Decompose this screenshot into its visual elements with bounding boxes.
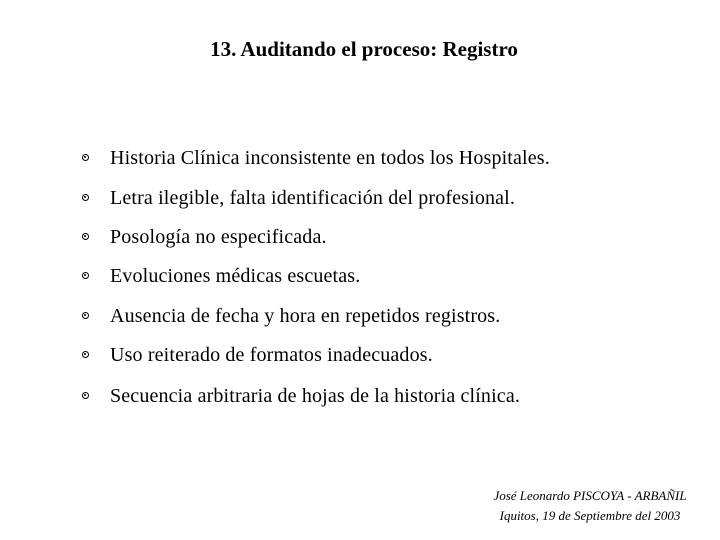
bullet-icon: [82, 194, 89, 201]
bullet-icon: [82, 392, 89, 399]
bullet-item: [0, 342, 700, 368]
footer-place-date: Iquitos, 19 de Septiembre del 2003: [499, 508, 681, 523]
bullet-item: [0, 224, 700, 250]
bullet-text: Uso reiterado de formatos inadecuados.: [110, 344, 433, 366]
slide-title: 13. Auditando el proceso: Registro: [210, 37, 518, 61]
bullet-text: Evoluciones médicas escuetas.: [110, 265, 361, 287]
bullet-icon: [82, 233, 89, 240]
bullet-text: Ausencia de fecha y hora en repetidos registros.: [110, 305, 501, 327]
bullet-text: Posología no especificada.: [110, 226, 327, 248]
bullet-item: [0, 383, 700, 409]
footer-author: José Leonardo PISCOYA - ARBAÑIL: [493, 488, 687, 503]
bullet-icon: [82, 272, 89, 279]
bullet-item: [0, 263, 700, 289]
bullet-item: [0, 303, 700, 329]
bullet-icon: [82, 351, 89, 358]
bullet-text: Historia Clínica inconsistente en todos los Hospitales.: [110, 147, 550, 169]
bullet-icon: [82, 312, 89, 319]
bullet-item: [0, 185, 700, 211]
bullet-text: Letra ilegible, falta identificación del profesional.: [110, 187, 516, 209]
footer-credit: [460, 486, 720, 526]
bullet-icon: [82, 154, 89, 161]
bullet-text: Secuencia arbitraria de hojas de la historia clínica.: [110, 385, 520, 407]
bullet-item: [0, 145, 700, 171]
